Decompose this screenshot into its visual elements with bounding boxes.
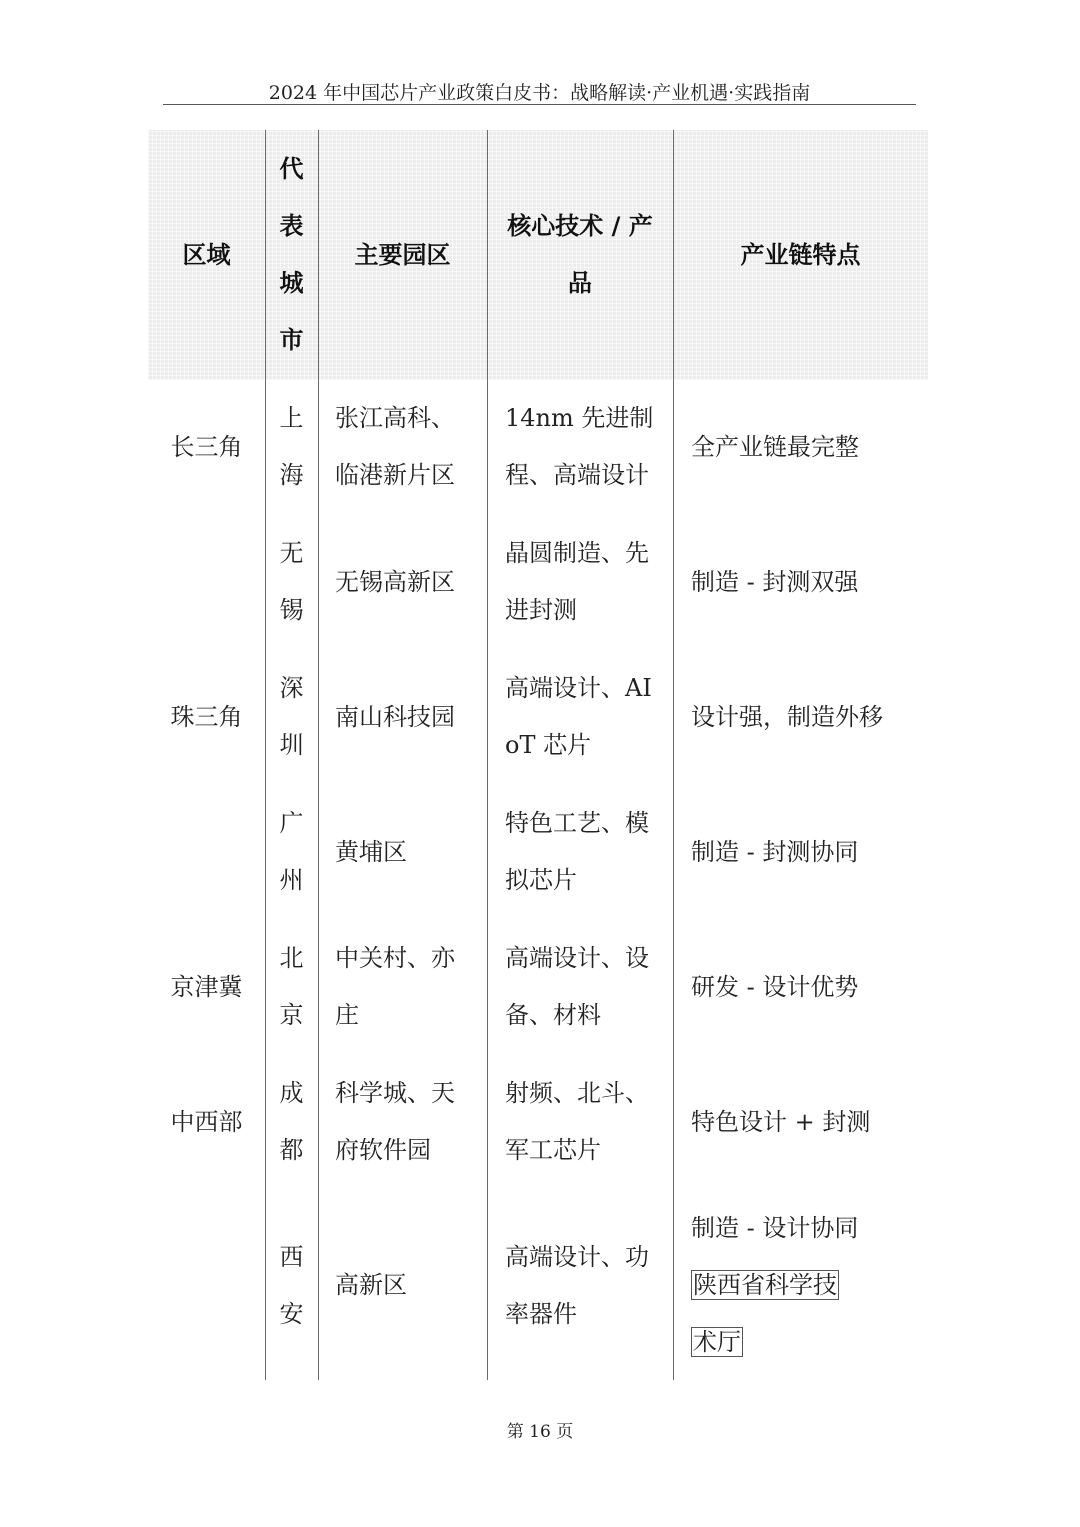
row-city: 上海 xyxy=(279,404,304,489)
row-chain xyxy=(673,1200,928,1371)
row-tech: 特色工艺、模拟芯片 xyxy=(505,809,649,894)
row-region: 珠三角 xyxy=(170,702,243,731)
row-chain: 制造 - 封测双强 xyxy=(691,567,859,596)
row-park: 中关村、亦庄 xyxy=(335,944,455,1029)
row-chain: 特色设计 + 封测 xyxy=(691,1107,871,1136)
row-city: 北京 xyxy=(279,944,304,1029)
row-region: 中西部 xyxy=(170,1107,243,1136)
row-chain: 研发 - 设计优势 xyxy=(691,972,859,1001)
row-region xyxy=(148,525,265,639)
header-chain: 产业链特点 xyxy=(740,240,861,269)
row-tech: 射频、北斗、军工芯片 xyxy=(505,1079,649,1164)
row-tech: 晶圆制造、先进封测 xyxy=(505,539,649,624)
row-park: 南山科技园 xyxy=(335,702,455,731)
row-tech: 高端设计、功率器件 xyxy=(505,1242,649,1328)
row-chain: 制造 - 封测协同 xyxy=(691,837,859,866)
row-city: 广州 xyxy=(279,809,304,894)
row-region: 京津冀 xyxy=(170,972,243,1001)
row-park: 黄埔区 xyxy=(335,837,407,866)
row-city: 西安 xyxy=(279,1242,304,1328)
row-tech: 高端设计、AIoT 芯片 xyxy=(505,674,652,759)
boxed-annotation: 陕西省科学技 xyxy=(693,1271,837,1299)
row-tech: 高端设计、设备、材料 xyxy=(505,944,649,1029)
row-city: 成都 xyxy=(279,1079,304,1164)
page-header: 2024 年中国芯片产业政策白皮书：战略解读·产业机遇·实践指南 xyxy=(268,82,811,104)
row-chain: 全产业链最完整 xyxy=(691,432,859,461)
chain-text: 制造 - 设计协同 xyxy=(691,1214,859,1242)
header-city: 代表城市 xyxy=(279,155,304,354)
row-chain: 设计强，制造外移 xyxy=(691,702,883,731)
row-city: 深圳 xyxy=(279,674,304,759)
row-park: 张江高科、临港新片区 xyxy=(335,404,455,489)
row-park: 科学城、天府软件园 xyxy=(335,1079,455,1164)
header-region: 区域 xyxy=(182,240,231,269)
row-park: 无锡高新区 xyxy=(335,567,455,596)
row-region xyxy=(148,1200,265,1371)
row-park: 高新区 xyxy=(335,1271,407,1299)
header-tech: 核心技术 / 产品 xyxy=(507,212,653,297)
industry-region-table xyxy=(148,130,928,1380)
boxed-annotation: 术厅 xyxy=(693,1328,741,1356)
header-rule xyxy=(163,104,916,105)
row-city: 无锡 xyxy=(279,539,304,624)
row-region: 长三角 xyxy=(170,432,243,461)
header-park: 主要园区 xyxy=(354,240,451,269)
row-region xyxy=(148,795,265,909)
page-number: 第 16 页 xyxy=(506,1422,574,1442)
row-tech: 14nm 先进制程、高端设计 xyxy=(505,404,654,489)
